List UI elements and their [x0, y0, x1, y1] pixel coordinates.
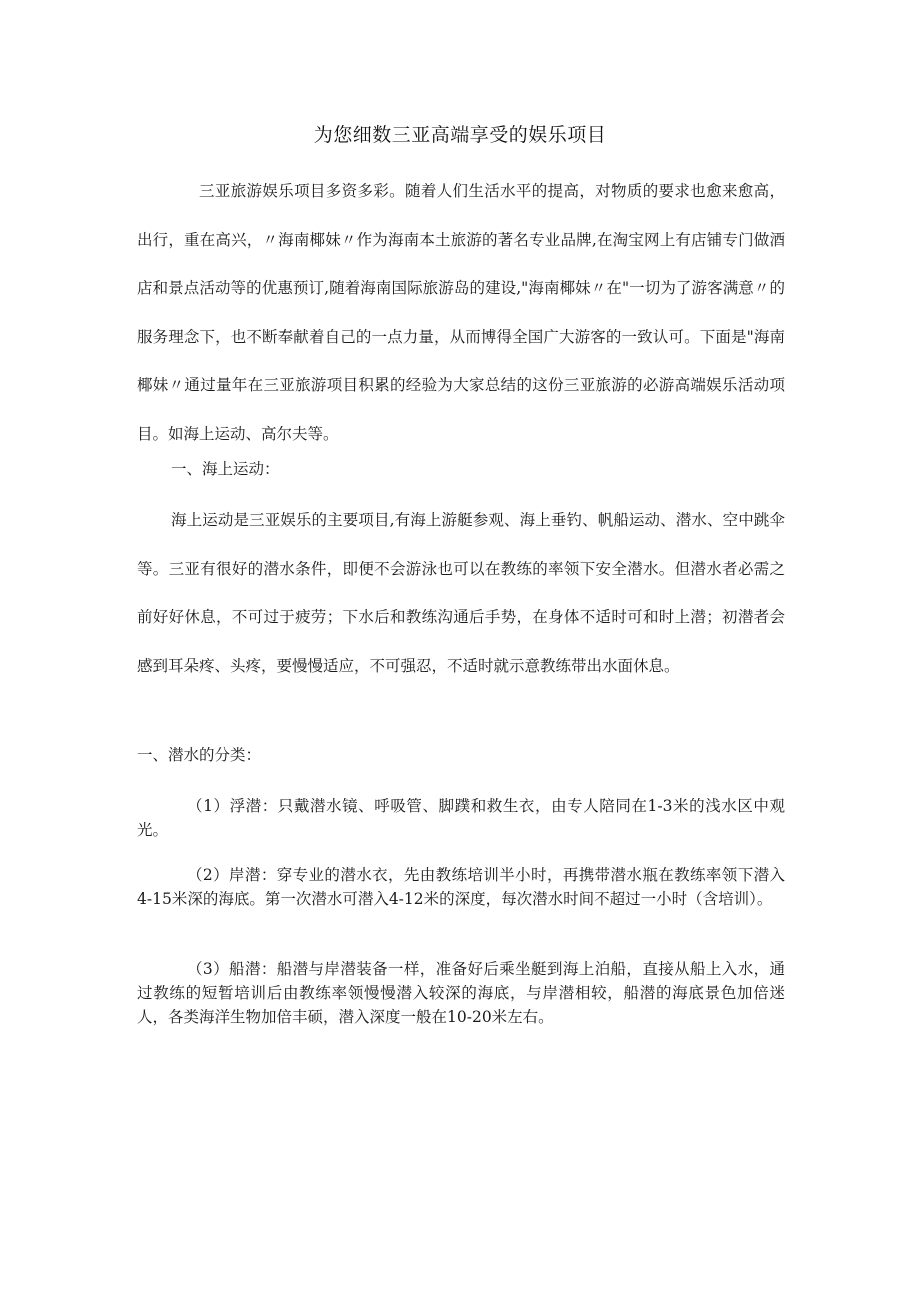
sea-sports-paragraph: 海上运动是三亚娱乐的主要项目,有海上游艇参观、海上垂钓、帆船运动、潜水、空中跳伞等。三亚有很好的潜水条件，即便不会游泳也可以在教练的率领下安全潜水。但潜水者必需之前好好休息，不可过于疲劳；下水后和教练沟通后手势，在身体不适时可和时上潜；初潜者会感到耳朵疼、头疼，要慢慢适应，不可强忍，不适时就示意教练带出水面休息。: [137, 511, 785, 675]
document-title: 为您细数三亚高端享受的娱乐项目: [313, 124, 607, 146]
section-heading-sea-sports: 一、海上运动：: [171, 460, 280, 478]
diving-item-boat: （3）船潜：船潜与岸潜装备一样，准备好后乘坐艇到海上泊船，直接从船上入水，通过教练的短暂培训后由教练率领慢慢潜入较深的海底，与岸潜相较，船潜的海底景色加倍迷人，各类海洋生物加倍丰硕，潜入深度一般在10-20米左右。: [137, 960, 785, 1026]
intro-paragraph: 三亚旅游娱乐项目多资多彩。随着人们生活水平的提高，对物质的要求也愈来愈高，出行，重在高兴，〃海南椰妹〃作为海南本土旅游的著名专业品牌,在淘宝网上有店铺专门做酒店和景点活动等的优惠预订,随着海南国际旅游岛的建设,"海南椰妹〃在"一切为了游客满意〃的服务理念下，也不断奉献着自己的一点力量，从而博得全国广大游客的一致认可。下面是"海南椰妹〃通过量年在三亚旅游项目积累的经验为大家总结的这份三亚旅游的必游高端娱乐活动项目。如海上运动、高尔夫等。: [137, 182, 785, 443]
diving-item-shore: （2）岸潜：穿专业的潜水衣，先由教练培训半小时，再携带潜水瓶在教练率领下潜入4-15米深的海底。第一次潜水可潜入4-12米的深度，每次潜水时间不超过一小时（含培训）。: [137, 866, 785, 908]
section-heading-diving-types: 一、潜水的分类：: [137, 746, 262, 764]
diving-item-snorkel: （1）浮潜：只戴潜水镜、呼吸管、脚蹼和救生衣，由专人陪同在1-3米的浅水区中观光。: [137, 797, 785, 839]
